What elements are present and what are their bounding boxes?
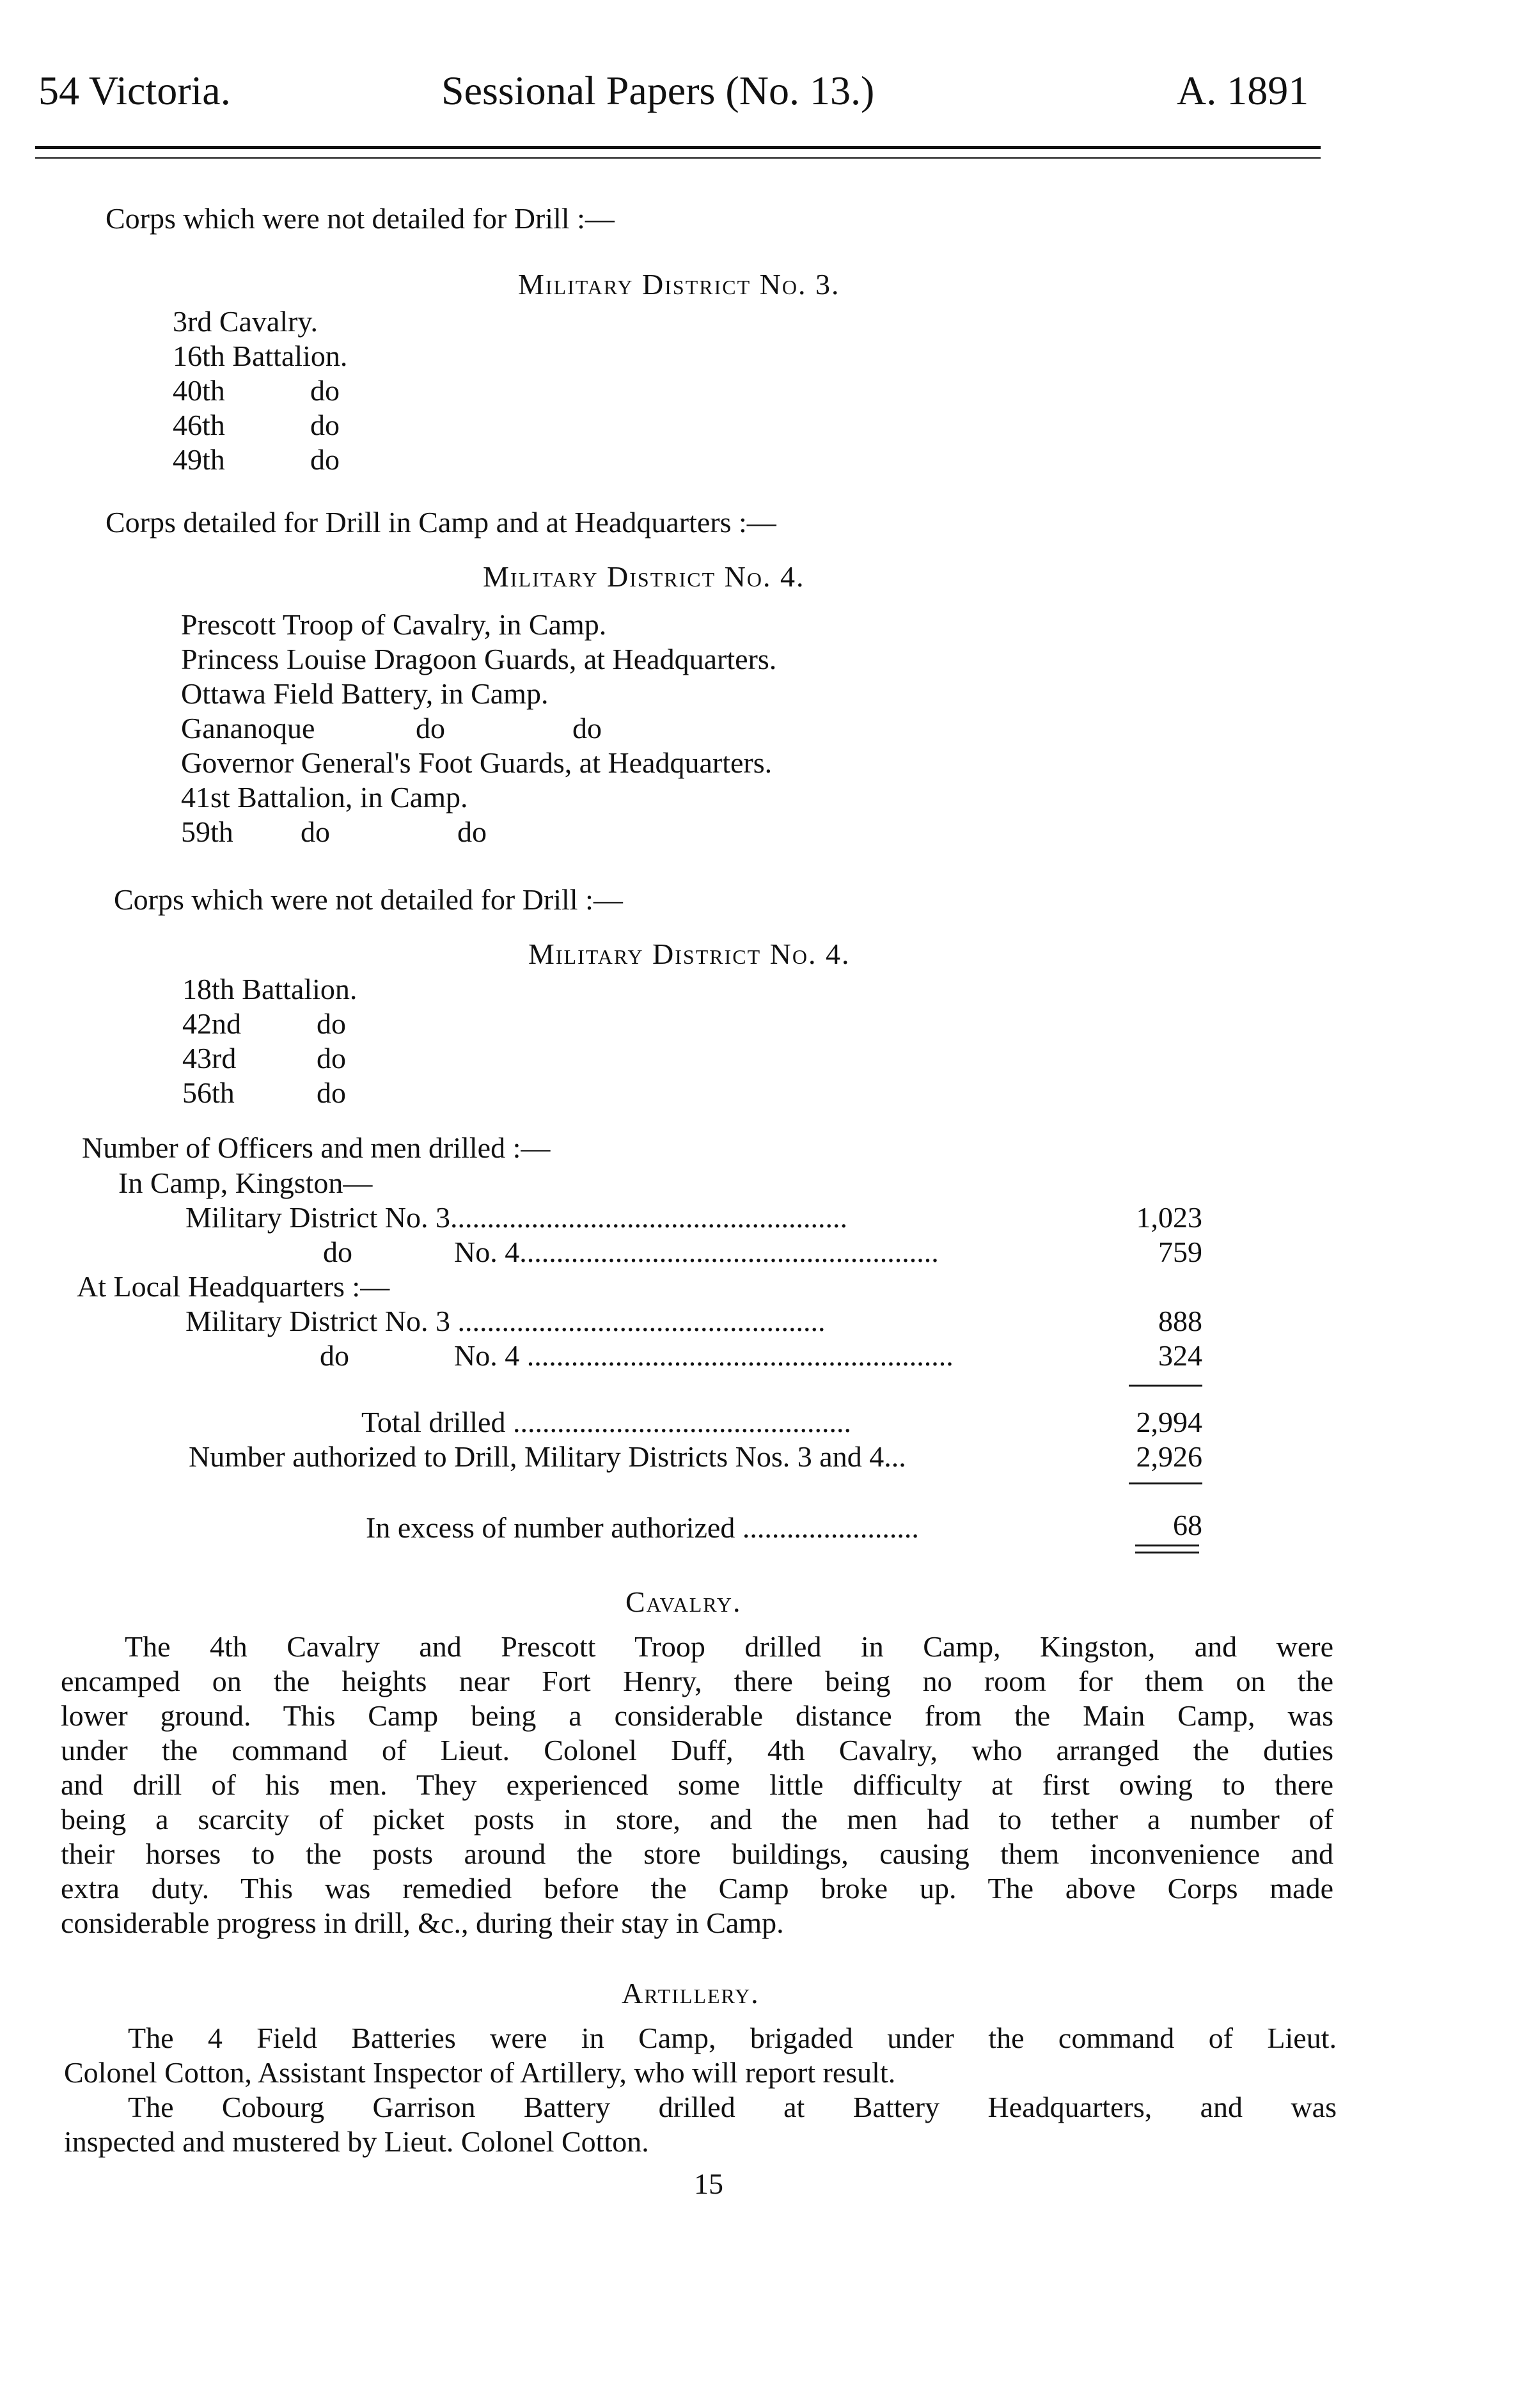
cavalry-paragraph (61, 1630, 1333, 1940)
artillery-line: The Cobourg Garrison Battery drilled at Battery Headquarters, and was (128, 2091, 1337, 2123)
numbers-camp-md4-value: 759 (1158, 1236, 1202, 1268)
cavalry-line: being a scarcity of picket posts in store, and the men had to tether a number of (61, 1803, 1333, 1836)
numbers-total-label: Total drilled .............................................. (361, 1406, 851, 1438)
ditto-mark: do (317, 1007, 346, 1040)
numbers-local-heading: At Local Headquarters :— (77, 1270, 390, 1303)
cavalry-line: encamped on the heights near Fort Henry, there being no room for them on the (61, 1665, 1333, 1697)
page-number: 15 (694, 2167, 723, 2200)
header-year: A. 1891 (1177, 68, 1309, 113)
section2-item: 41st Battalion, in Camp. (181, 781, 468, 814)
section2-item: Governor General's Foot Guards, at Headquarters. (181, 746, 773, 779)
numbers-local-md4: No. 4 .......................................................... (454, 1339, 954, 1372)
ditto-mark: do (320, 1339, 349, 1372)
cavalry-line: their horses to the posts around the store buildings, causing them inconvenience and (61, 1837, 1333, 1870)
ditto-mark: do (301, 815, 330, 848)
ditto-mark: do (572, 712, 602, 744)
section2-item: Ottawa Field Battery, in Camp. (181, 677, 549, 710)
artillery-paragraph (64, 2021, 1337, 2159)
double-rule-bottom (1135, 1552, 1199, 1553)
section1-item: 40th (173, 374, 225, 407)
total-rule (1129, 1482, 1202, 1484)
header-title: Sessional Papers (No. 13.) (441, 68, 875, 113)
section1-item: 46th (173, 409, 225, 441)
ditto-mark: do (457, 815, 487, 848)
section2-intro: Corps detailed for Drill in Camp and at Headquarters :— (106, 506, 776, 539)
numbers-local-md4-value: 324 (1158, 1339, 1202, 1372)
numbers-authorized-label: Number authorized to Drill, Military Districts Nos. 3 and 4... (189, 1440, 906, 1473)
cavalry-line: and drill of his men. They experienced some little difficulty at first owing to there (61, 1768, 1333, 1801)
numbers-local-md3: Military District No. 3 .................................................. (185, 1305, 826, 1337)
section3-item: 18th Battalion. (182, 973, 358, 1005)
section3-intro: Corps which were not detailed for Drill :— (114, 883, 623, 916)
numbers-local-md3-value: 888 (1158, 1305, 1202, 1337)
section2-item: 59th (181, 815, 233, 848)
ditto-mark: do (310, 409, 340, 441)
artillery-heading: Artillery. (622, 1977, 760, 2009)
ditto-mark: do (323, 1236, 352, 1268)
ditto-mark: do (317, 1042, 346, 1074)
section1-item: 3rd Cavalry. (173, 305, 318, 338)
cavalry-line: considerable progress in drill, &c., during their stay in Camp. (61, 1907, 784, 1939)
section3-item: 43rd (182, 1042, 237, 1074)
numbers-camp-md4: No. 4......................................................... (454, 1236, 939, 1268)
subtotal-rule (1129, 1385, 1202, 1387)
section2-item: Prescott Troop of Cavalry, in Camp. (181, 608, 607, 641)
numbers-authorized-value: 2,926 (1136, 1440, 1202, 1473)
section1-intro: Corps which were not detailed for Drill :— (106, 202, 615, 235)
numbers-camp-md3: Military District No. 3...................................................... (185, 1201, 847, 1234)
numbers-excess-label: In excess of number authorized ........................ (366, 1511, 919, 1544)
double-rule-top (1135, 1545, 1199, 1546)
artillery-line: The 4 Field Batteries were in Camp, brigaded under the command of Lieut. (128, 2022, 1337, 2054)
section2-item: Princess Louise Dragoon Guards, at Headquarters. (181, 643, 777, 675)
cavalry-line: extra duty. This was remedied before the Camp broke up. The above Corps made (61, 1872, 1333, 1905)
cavalry-line: The 4th Cavalry and Prescott Troop drilled in Camp, Kingston, and were (125, 1630, 1333, 1663)
header-rule-thick (35, 146, 1321, 149)
cavalry-line: under the command of Lieut. Colonel Duff, 4th Cavalry, who arranged the duties (61, 1734, 1333, 1766)
artillery-line: Colonel Cotton, Assistant Inspector of Artillery, who will report result. (64, 2056, 896, 2089)
numbers-excess-value: 68 (1173, 1509, 1202, 1541)
ditto-mark: do (317, 1076, 346, 1109)
section2-item: Gananoque (181, 712, 315, 744)
cavalry-line: lower ground. This Camp being a considerable distance from the Main Camp, was (61, 1699, 1333, 1732)
header-volume: 54 Victoria. (38, 68, 231, 113)
numbers-total-value: 2,994 (1136, 1406, 1202, 1438)
cavalry-heading: Cavalry. (625, 1585, 742, 1618)
ditto-mark: do (310, 374, 340, 407)
artillery-line: inspected and mustered by Lieut. Colonel Cotton. (64, 2125, 649, 2158)
ditto-mark: do (416, 712, 445, 744)
numbers-camp-md3-value: 1,023 (1136, 1201, 1202, 1234)
section3-item: 56th (182, 1076, 235, 1109)
section3-district: Military District No. 4. (528, 938, 851, 970)
section2-district: Military District No. 4. (483, 560, 805, 593)
section1-district: Military District No. 3. (518, 268, 840, 301)
numbers-intro: Number of Officers and men drilled :— (82, 1131, 551, 1164)
section1-item: 16th Battalion. (173, 340, 348, 372)
numbers-camp-heading: In Camp, Kingston— (118, 1167, 373, 1199)
section1-item: 49th (173, 443, 225, 476)
header-rule-thin (35, 157, 1321, 159)
ditto-mark: do (310, 443, 340, 476)
section3-item: 42nd (182, 1007, 241, 1040)
